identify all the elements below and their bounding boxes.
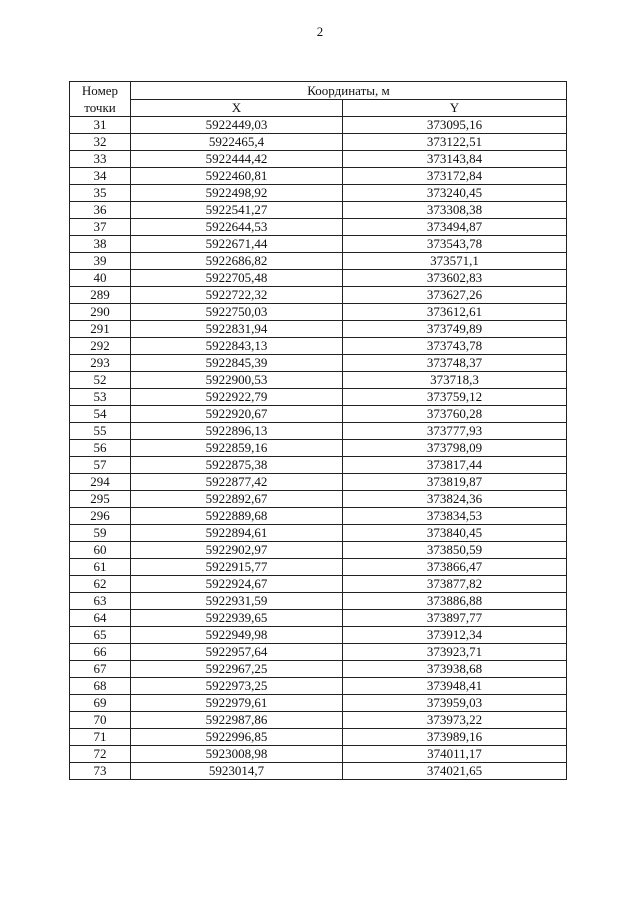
- y-coordinate-cell: 373923,71: [343, 644, 567, 661]
- point-number-cell: 31: [70, 117, 131, 134]
- point-number-cell: 292: [70, 338, 131, 355]
- x-coordinate-cell: 5922902,97: [131, 542, 343, 559]
- y-coordinate-cell: 373571,1: [343, 253, 567, 270]
- y-coordinate-cell: 373840,45: [343, 525, 567, 542]
- table-row: [70, 508, 567, 525]
- table-row: [70, 576, 567, 593]
- y-coordinate-cell: 373850,59: [343, 542, 567, 559]
- x-coordinate-cell: 5922922,79: [131, 389, 343, 406]
- table-row: [70, 729, 567, 746]
- x-coordinate-cell: 5922877,42: [131, 474, 343, 491]
- table-row: [70, 440, 567, 457]
- table-row: [70, 593, 567, 610]
- x-coordinate-cell: 5922987,86: [131, 712, 343, 729]
- x-coordinate-cell: 5922644,53: [131, 219, 343, 236]
- table-row: [70, 151, 567, 168]
- y-coordinate-cell: 373749,89: [343, 321, 567, 338]
- x-coordinate-cell: 5922949,98: [131, 627, 343, 644]
- table-row: [70, 270, 567, 287]
- table-row: [70, 763, 567, 780]
- y-coordinate-cell: 373798,09: [343, 440, 567, 457]
- y-column-header: Y: [343, 100, 567, 117]
- point-number-cell: 67: [70, 661, 131, 678]
- point-number-cell: 35: [70, 185, 131, 202]
- x-coordinate-cell: 5922979,61: [131, 695, 343, 712]
- x-coordinate-cell: 5922896,13: [131, 423, 343, 440]
- point-number-cell: 70: [70, 712, 131, 729]
- table-row: [70, 661, 567, 678]
- table-row: [70, 202, 567, 219]
- x-coordinate-cell: 5922686,82: [131, 253, 343, 270]
- y-coordinate-cell: 373973,22: [343, 712, 567, 729]
- point-number-cell: 54: [70, 406, 131, 423]
- table-row: [70, 644, 567, 661]
- x-coordinate-cell: 5923008,98: [131, 746, 343, 763]
- y-coordinate-cell: 373897,77: [343, 610, 567, 627]
- x-coordinate-cell: 5922996,85: [131, 729, 343, 746]
- y-coordinate-cell: 373122,51: [343, 134, 567, 151]
- y-coordinate-cell: 373743,78: [343, 338, 567, 355]
- y-coordinate-cell: 373817,44: [343, 457, 567, 474]
- x-coordinate-cell: 5922831,94: [131, 321, 343, 338]
- x-coordinate-cell: 5922705,48: [131, 270, 343, 287]
- point-number-cell: 32: [70, 134, 131, 151]
- point-number-cell: 69: [70, 695, 131, 712]
- point-number-cell: 62: [70, 576, 131, 593]
- table-row: [70, 287, 567, 304]
- x-coordinate-cell: 5922843,13: [131, 338, 343, 355]
- table-row: [70, 695, 567, 712]
- point-number-cell: 293: [70, 355, 131, 372]
- y-coordinate-cell: 373777,93: [343, 423, 567, 440]
- x-coordinate-cell: 5922957,64: [131, 644, 343, 661]
- point-number-cell: 34: [70, 168, 131, 185]
- table-row: [70, 185, 567, 202]
- table-row: [70, 117, 567, 134]
- point-number-cell: 295: [70, 491, 131, 508]
- x-coordinate-cell: 5922931,59: [131, 593, 343, 610]
- x-coordinate-cell: 5922845,39: [131, 355, 343, 372]
- point-number-cell: 294: [70, 474, 131, 491]
- table-row: [70, 134, 567, 151]
- point-number-cell: 52: [70, 372, 131, 389]
- coordinates-header: Координаты, м: [131, 82, 567, 100]
- point-number-header-line2: точки: [84, 100, 116, 115]
- table-row: [70, 423, 567, 440]
- x-coordinate-cell: 5922894,61: [131, 525, 343, 542]
- x-coordinate-cell: 5922460,81: [131, 168, 343, 185]
- point-number-cell: 37: [70, 219, 131, 236]
- table-row: [70, 712, 567, 729]
- y-coordinate-cell: 373612,61: [343, 304, 567, 321]
- y-coordinate-cell: 373819,87: [343, 474, 567, 491]
- y-coordinate-cell: 373759,12: [343, 389, 567, 406]
- point-number-cell: 40: [70, 270, 131, 287]
- table-row: [70, 372, 567, 389]
- y-coordinate-cell: 373938,68: [343, 661, 567, 678]
- point-number-cell: 71: [70, 729, 131, 746]
- point-number-cell: 38: [70, 236, 131, 253]
- table-row: [70, 406, 567, 423]
- y-coordinate-cell: 373877,82: [343, 576, 567, 593]
- point-number-cell: 290: [70, 304, 131, 321]
- table-row: [70, 168, 567, 185]
- table-row: [70, 253, 567, 270]
- point-number-cell: 55: [70, 423, 131, 440]
- point-number-cell: 33: [70, 151, 131, 168]
- y-coordinate-cell: 373866,47: [343, 559, 567, 576]
- table-row: [70, 474, 567, 491]
- point-number-cell: 56: [70, 440, 131, 457]
- table-row: [70, 355, 567, 372]
- point-number-cell: 61: [70, 559, 131, 576]
- table-row: [70, 304, 567, 321]
- table-row: [70, 321, 567, 338]
- point-number-cell: 65: [70, 627, 131, 644]
- x-coordinate-cell: 5922915,77: [131, 559, 343, 576]
- y-coordinate-cell: 373948,41: [343, 678, 567, 695]
- x-coordinate-cell: 5922920,67: [131, 406, 343, 423]
- x-coordinate-cell: 5922671,44: [131, 236, 343, 253]
- x-coordinate-cell: 5922722,32: [131, 287, 343, 304]
- x-coordinate-cell: 5922541,27: [131, 202, 343, 219]
- table-row: [70, 457, 567, 474]
- y-coordinate-cell: 373172,84: [343, 168, 567, 185]
- point-number-cell: 39: [70, 253, 131, 270]
- point-number-header-line1: Номер: [81, 83, 119, 98]
- point-number-cell: 72: [70, 746, 131, 763]
- x-coordinate-cell: 5922889,68: [131, 508, 343, 525]
- y-coordinate-cell: 373748,37: [343, 355, 567, 372]
- table-header: [70, 82, 567, 117]
- point-number-cell: 36: [70, 202, 131, 219]
- table-row: [70, 219, 567, 236]
- point-number-cell: 63: [70, 593, 131, 610]
- point-number-cell: 59: [70, 525, 131, 542]
- table-row: [70, 389, 567, 406]
- y-coordinate-cell: 373912,34: [343, 627, 567, 644]
- y-coordinate-cell: 373834,53: [343, 508, 567, 525]
- table-row: [70, 525, 567, 542]
- point-number-cell: 291: [70, 321, 131, 338]
- y-coordinate-cell: 373627,26: [343, 287, 567, 304]
- point-number-cell: 53: [70, 389, 131, 406]
- y-coordinate-cell: 373494,87: [343, 219, 567, 236]
- x-coordinate-cell: 5922939,65: [131, 610, 343, 627]
- point-number-cell: 60: [70, 542, 131, 559]
- y-coordinate-cell: 374011,17: [343, 746, 567, 763]
- table-row: [70, 542, 567, 559]
- coordinates-table: [69, 81, 567, 780]
- x-coordinate-cell: 5922449,03: [131, 117, 343, 134]
- x-coordinate-cell: 5922444,42: [131, 151, 343, 168]
- y-coordinate-cell: 373143,84: [343, 151, 567, 168]
- table-row: [70, 678, 567, 695]
- point-number-cell: 296: [70, 508, 131, 525]
- x-coordinate-cell: 5922892,67: [131, 491, 343, 508]
- table-row: [70, 338, 567, 355]
- table-body: [70, 117, 567, 780]
- x-column-header: X: [131, 100, 343, 117]
- x-coordinate-cell: 5922973,25: [131, 678, 343, 695]
- point-number-cell: 64: [70, 610, 131, 627]
- y-coordinate-cell: 373543,78: [343, 236, 567, 253]
- y-coordinate-cell: 373602,83: [343, 270, 567, 287]
- x-coordinate-cell: 5922498,92: [131, 185, 343, 202]
- y-coordinate-cell: 373760,28: [343, 406, 567, 423]
- x-coordinate-cell: 5922859,16: [131, 440, 343, 457]
- y-coordinate-cell: 373824,36: [343, 491, 567, 508]
- x-coordinate-cell: 5922750,03: [131, 304, 343, 321]
- x-coordinate-cell: 5922924,67: [131, 576, 343, 593]
- x-coordinate-cell: 5923014,7: [131, 763, 343, 780]
- x-coordinate-cell: 5922900,53: [131, 372, 343, 389]
- y-coordinate-cell: 373308,38: [343, 202, 567, 219]
- table-row: [70, 746, 567, 763]
- x-coordinate-cell: 5922967,25: [131, 661, 343, 678]
- y-coordinate-cell: 373095,16: [343, 117, 567, 134]
- y-coordinate-cell: 374021,65: [343, 763, 567, 780]
- table-row: [70, 610, 567, 627]
- x-coordinate-cell: 5922465,4: [131, 134, 343, 151]
- y-coordinate-cell: 373886,88: [343, 593, 567, 610]
- y-coordinate-cell: 373989,16: [343, 729, 567, 746]
- y-coordinate-cell: 373959,03: [343, 695, 567, 712]
- table-row: [70, 559, 567, 576]
- y-coordinate-cell: 373240,45: [343, 185, 567, 202]
- table-row: [70, 627, 567, 644]
- table-row: [70, 491, 567, 508]
- point-number-header: [70, 82, 131, 117]
- point-number-cell: 289: [70, 287, 131, 304]
- page-number: 2: [316, 24, 324, 39]
- point-number-cell: 57: [70, 457, 131, 474]
- x-coordinate-cell: 5922875,38: [131, 457, 343, 474]
- y-coordinate-cell: 373718,3: [343, 372, 567, 389]
- point-number-cell: 68: [70, 678, 131, 695]
- point-number-cell: 73: [70, 763, 131, 780]
- table-row: [70, 236, 567, 253]
- point-number-cell: 66: [70, 644, 131, 661]
